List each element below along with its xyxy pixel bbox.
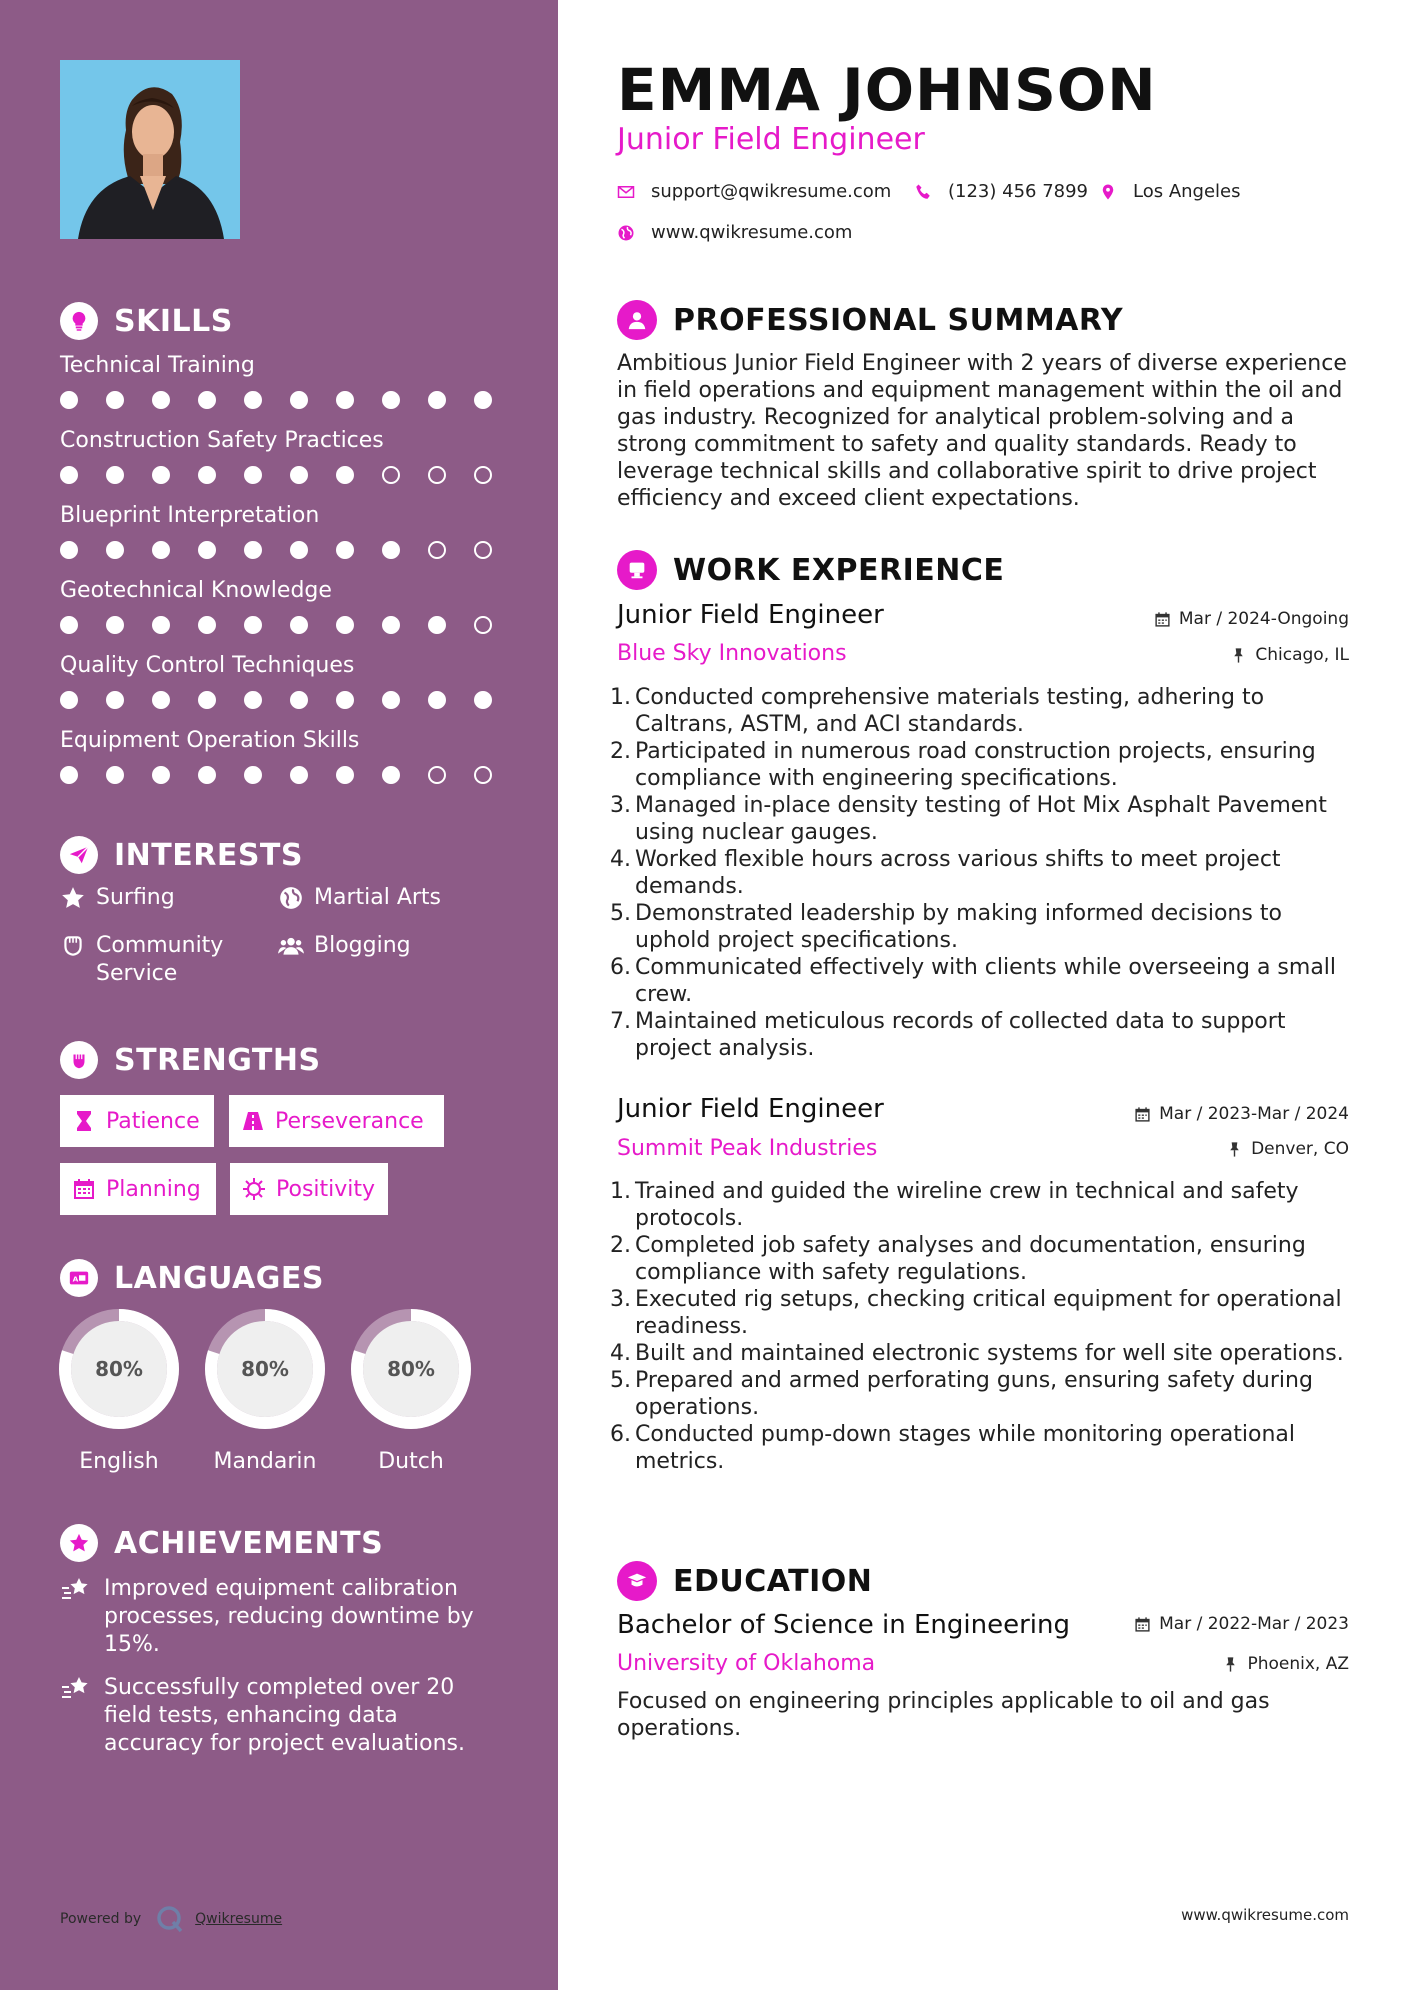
achievements-title: ACHIEVEMENTS — [114, 1525, 384, 1561]
skills-title: SKILLS — [114, 303, 233, 339]
calendar-icon — [72, 1177, 96, 1201]
job-dates-text: Mar / 2023-Mar / 2024 — [1159, 1104, 1349, 1124]
rating-dot-filled — [60, 691, 78, 709]
skill-rating — [60, 391, 492, 409]
duty-item: Managed in-place density testing of Hot Mix Asphalt Pavement using nuclear gauges. — [635, 793, 1327, 845]
rating-dot-filled — [198, 766, 216, 784]
job-location-text: Chicago, IL — [1255, 645, 1349, 665]
rating-dot-filled — [106, 691, 124, 709]
graduation-cap-icon — [617, 1561, 657, 1601]
education-degree: Bachelor of Science in Engineering — [617, 1610, 1070, 1640]
job-location-text: Denver, CO — [1251, 1139, 1349, 1159]
rating-dot-filled — [198, 616, 216, 634]
contact-email[interactable] — [617, 181, 891, 202]
interest-martial-arts — [278, 884, 441, 912]
experience-title: WORK EXPERIENCE — [673, 552, 1005, 588]
rating-dot-filled — [382, 616, 400, 634]
qwikresume-logo-icon — [155, 1904, 185, 1934]
rating-dot-filled — [244, 541, 262, 559]
strength-positivity — [230, 1163, 388, 1215]
star-icon — [60, 885, 86, 911]
skill-rating — [60, 691, 492, 709]
job-company: Summit Peak Industries — [617, 1136, 878, 1161]
sidebar — [0, 0, 558, 1990]
education-dates-text: Mar / 2022-Mar / 2023 — [1159, 1614, 1349, 1634]
envelope-icon — [617, 183, 635, 201]
strengths-heading — [60, 1041, 321, 1079]
rating-dot-filled — [152, 691, 170, 709]
job-location — [1226, 1139, 1349, 1159]
duty-item: Completed job safety analyses and documentation, ensuring compliance with safety regulations. — [635, 1233, 1306, 1285]
interest-label: Martial Arts — [314, 885, 442, 910]
rating-dot-filled — [106, 766, 124, 784]
language-item — [349, 1307, 473, 1474]
pushpin-icon — [1226, 1141, 1243, 1158]
rating-dot-filled — [336, 766, 354, 784]
experience-heading — [617, 550, 1004, 590]
language-item — [57, 1307, 181, 1474]
skill-rating — [60, 466, 492, 484]
duty-item: Trained and guided the wireline crew in technical and safety protocols. — [635, 1179, 1299, 1231]
rating-dot-filled — [382, 691, 400, 709]
language-name: English — [79, 1449, 159, 1474]
duty-item: Executed rig setups, checking critical equipment for operational readiness. — [635, 1287, 1342, 1339]
rating-dot-filled — [382, 391, 400, 409]
skill-rating — [60, 766, 492, 784]
language-name: Dutch — [378, 1449, 444, 1474]
rating-dot-filled — [474, 391, 492, 409]
education-location — [1222, 1654, 1349, 1674]
users-icon — [278, 933, 304, 959]
rating-dot-filled — [60, 391, 78, 409]
strength-label: Patience — [106, 1108, 200, 1134]
rating-dot-filled — [106, 541, 124, 559]
education-description: Focused on engineering principles applicable to oil and gas operations. — [617, 1689, 1270, 1741]
hand-icon — [60, 933, 86, 959]
rating-dot-filled — [336, 616, 354, 634]
rating-dot-filled — [244, 766, 262, 784]
contact-location — [1099, 181, 1241, 202]
rating-dot-empty — [382, 466, 400, 484]
sun-icon — [242, 1177, 266, 1201]
pushpin-icon — [1230, 647, 1247, 664]
rating-dot-filled — [428, 616, 446, 634]
job-duties — [610, 1178, 1360, 1475]
fist-icon — [60, 1041, 98, 1079]
strength-label: Positivity — [276, 1176, 376, 1202]
rating-dot-filled — [198, 541, 216, 559]
candidate-name: EMMA JOHNSON — [617, 56, 1157, 124]
duty-item: Demonstrated leadership by making informed decisions to uphold project specifications. — [635, 901, 1282, 953]
achievement-text: Successfully completed over 20 field tests, enhancing data accuracy for project evaluations. — [104, 1675, 466, 1756]
rating-dot-empty — [428, 766, 446, 784]
rating-dot-filled — [152, 541, 170, 559]
calendar-icon — [1154, 611, 1171, 628]
language-percent: 80% — [241, 1357, 289, 1381]
strength-perseverance — [229, 1095, 444, 1147]
duty-item: Worked flexible hours across various shifts to meet project demands. — [635, 847, 1281, 899]
calendar-icon — [1134, 1616, 1151, 1633]
rating-dot-filled — [60, 616, 78, 634]
skill-name: Quality Control Techniques — [60, 653, 355, 678]
shooting-star-icon — [60, 1575, 92, 1603]
job-location — [1230, 645, 1349, 665]
summary-heading — [617, 300, 1123, 340]
rating-dot-filled — [152, 391, 170, 409]
shooting-star-icon — [60, 1674, 92, 1702]
duty-item: Participated in numerous road construction projects, ensuring compliance with engineering specifications. — [635, 739, 1316, 791]
languages-heading — [60, 1259, 324, 1297]
rating-dot-filled — [244, 616, 262, 634]
strength-label: Perseverance — [275, 1108, 424, 1134]
interest-label: Community Service — [96, 933, 224, 986]
language-item — [203, 1307, 327, 1474]
rating-dot-filled — [244, 466, 262, 484]
rating-dot-empty — [428, 541, 446, 559]
language-icon — [60, 1259, 98, 1297]
map-pin-icon — [1099, 183, 1117, 201]
strength-label: Planning — [106, 1176, 201, 1202]
contact-phone[interactable] — [914, 181, 1088, 202]
rating-dot-filled — [474, 691, 492, 709]
skill-name: Technical Training — [60, 353, 255, 378]
duty-item: Prepared and armed perforating guns, ensuring safety during operations. — [635, 1368, 1313, 1420]
skills-heading — [60, 302, 233, 340]
rating-dot-empty — [428, 466, 446, 484]
email-text: support@qwikresume.com — [651, 181, 892, 202]
rating-dot-filled — [60, 466, 78, 484]
job-dates-text: Mar / 2024-Ongoing — [1178, 609, 1349, 629]
language-ring — [203, 1307, 327, 1431]
paper-plane-icon — [60, 836, 98, 874]
education-title: EDUCATION — [673, 1563, 873, 1599]
rating-dot-filled — [106, 616, 124, 634]
rating-dot-empty — [474, 766, 492, 784]
phone-text: (123) 456 7899 — [948, 181, 1089, 202]
interests-heading — [60, 836, 303, 874]
rating-dot-filled — [198, 466, 216, 484]
education-dates — [1134, 1614, 1349, 1634]
svg-text:A: A — [72, 1274, 79, 1284]
achievement-item — [60, 1575, 500, 1659]
strengths-title: STRENGTHS — [114, 1042, 321, 1078]
briefcase-icon — [617, 550, 657, 590]
interests-title: INTERESTS — [114, 837, 303, 873]
candidate-role: Junior Field Engineer — [617, 122, 925, 157]
rating-dot-filled — [336, 541, 354, 559]
strength-planning — [60, 1163, 216, 1215]
rating-dot-filled — [106, 466, 124, 484]
job-dates — [1154, 609, 1349, 629]
rating-dot-empty — [474, 616, 492, 634]
rating-dot-filled — [244, 391, 262, 409]
rating-dot-filled — [198, 691, 216, 709]
achievement-text: Improved equipment calibration processes, reducing downtime by 15%. — [104, 1576, 474, 1657]
skill-name: Equipment Operation Skills — [60, 728, 360, 753]
skill-name: Blueprint Interpretation — [60, 503, 320, 528]
rating-dot-filled — [244, 691, 262, 709]
rating-dot-empty — [474, 466, 492, 484]
website-text: www.qwikresume.com — [651, 222, 853, 243]
interest-community-service — [60, 932, 260, 988]
duty-item: Conducted comprehensive materials testing, adhering to Caltrans, ASTM, and ACI standards. — [635, 685, 1265, 737]
skill-rating — [60, 616, 492, 634]
interest-blogging — [278, 932, 411, 960]
skill-rating — [60, 541, 492, 559]
rating-dot-filled — [152, 466, 170, 484]
rating-dot-filled — [290, 616, 308, 634]
duty-item: Maintained meticulous records of collected data to support project analysis. — [635, 1009, 1286, 1061]
powered-by-label: Powered by — [60, 1911, 142, 1927]
rating-dot-empty — [474, 541, 492, 559]
language-ring — [57, 1307, 181, 1431]
globe-icon — [278, 885, 304, 911]
rating-dot-filled — [336, 691, 354, 709]
qwikresume-link[interactable]: Qwikresume — [195, 1911, 283, 1927]
user-icon — [617, 300, 657, 340]
summary-text: Ambitious Junior Field Engineer with 2 years of diverse experience in field operations and equipment management within the oil and gas industry. Recognized for analytical problem-solving and a strong commitment to safety and quality standards. Ready to leverage technical skills and collaborative spirit to drive project efficiency and exceed client expectations. — [617, 351, 1347, 511]
rating-dot-filled — [152, 616, 170, 634]
job-duties — [610, 684, 1360, 1062]
interest-surfing — [60, 884, 175, 912]
language-percent: 80% — [95, 1357, 143, 1381]
skill-name: Geotechnical Knowledge — [60, 578, 332, 603]
interest-label: Blogging — [314, 933, 411, 958]
rating-dot-filled — [152, 766, 170, 784]
rating-dot-filled — [382, 541, 400, 559]
footer-website[interactable]: www.qwikresume.com — [1181, 1906, 1349, 1924]
language-percent: 80% — [387, 1357, 435, 1381]
job-company: Blue Sky Innovations — [617, 641, 847, 666]
language-ring — [349, 1307, 473, 1431]
calendar-icon — [1134, 1106, 1151, 1123]
rating-dot-filled — [290, 691, 308, 709]
duty-item: Conducted pump-down stages while monitoring operational metrics. — [635, 1422, 1296, 1474]
lightbulb-icon — [60, 302, 98, 340]
rating-dot-filled — [382, 766, 400, 784]
education-location-text: Phoenix, AZ — [1247, 1654, 1349, 1674]
rating-dot-filled — [198, 391, 216, 409]
contact-website[interactable] — [617, 222, 852, 243]
summary-title: PROFESSIONAL SUMMARY — [673, 302, 1124, 338]
education-heading — [617, 1561, 872, 1601]
job-title: Junior Field Engineer — [617, 600, 884, 630]
profile-photo — [60, 60, 240, 239]
rating-dot-filled — [428, 391, 446, 409]
achievements-heading — [60, 1524, 383, 1562]
rating-dot-filled — [336, 391, 354, 409]
skill-name: Construction Safety Practices — [60, 428, 384, 453]
language-name: Mandarin — [213, 1449, 317, 1474]
rating-dot-filled — [336, 466, 354, 484]
strength-patience — [60, 1095, 214, 1147]
achievement-item — [60, 1674, 500, 1758]
rating-dot-filled — [60, 541, 78, 559]
rating-dot-filled — [290, 541, 308, 559]
interest-label: Surfing — [96, 885, 175, 910]
rating-dot-filled — [290, 466, 308, 484]
pushpin-icon — [1222, 1656, 1239, 1673]
rating-dot-filled — [60, 766, 78, 784]
rating-dot-filled — [290, 766, 308, 784]
duty-item: Communicated effectively with clients while overseeing a small crew. — [635, 955, 1337, 1007]
rating-dot-filled — [428, 691, 446, 709]
globe-icon — [617, 224, 635, 242]
job-title: Junior Field Engineer — [617, 1094, 884, 1124]
rating-dot-filled — [106, 391, 124, 409]
languages-title: LANGUAGES — [114, 1260, 324, 1296]
star-badge-icon — [60, 1524, 98, 1562]
powered-by — [60, 1904, 282, 1934]
duty-item: Built and maintained electronic systems for well site operations. — [635, 1341, 1344, 1366]
job-dates — [1134, 1104, 1349, 1124]
road-icon — [241, 1109, 265, 1133]
location-text: Los Angeles — [1133, 181, 1241, 202]
education-school: University of Oklahoma — [617, 1651, 876, 1676]
phone-icon — [914, 183, 932, 201]
hourglass-icon — [72, 1109, 96, 1133]
rating-dot-filled — [290, 391, 308, 409]
